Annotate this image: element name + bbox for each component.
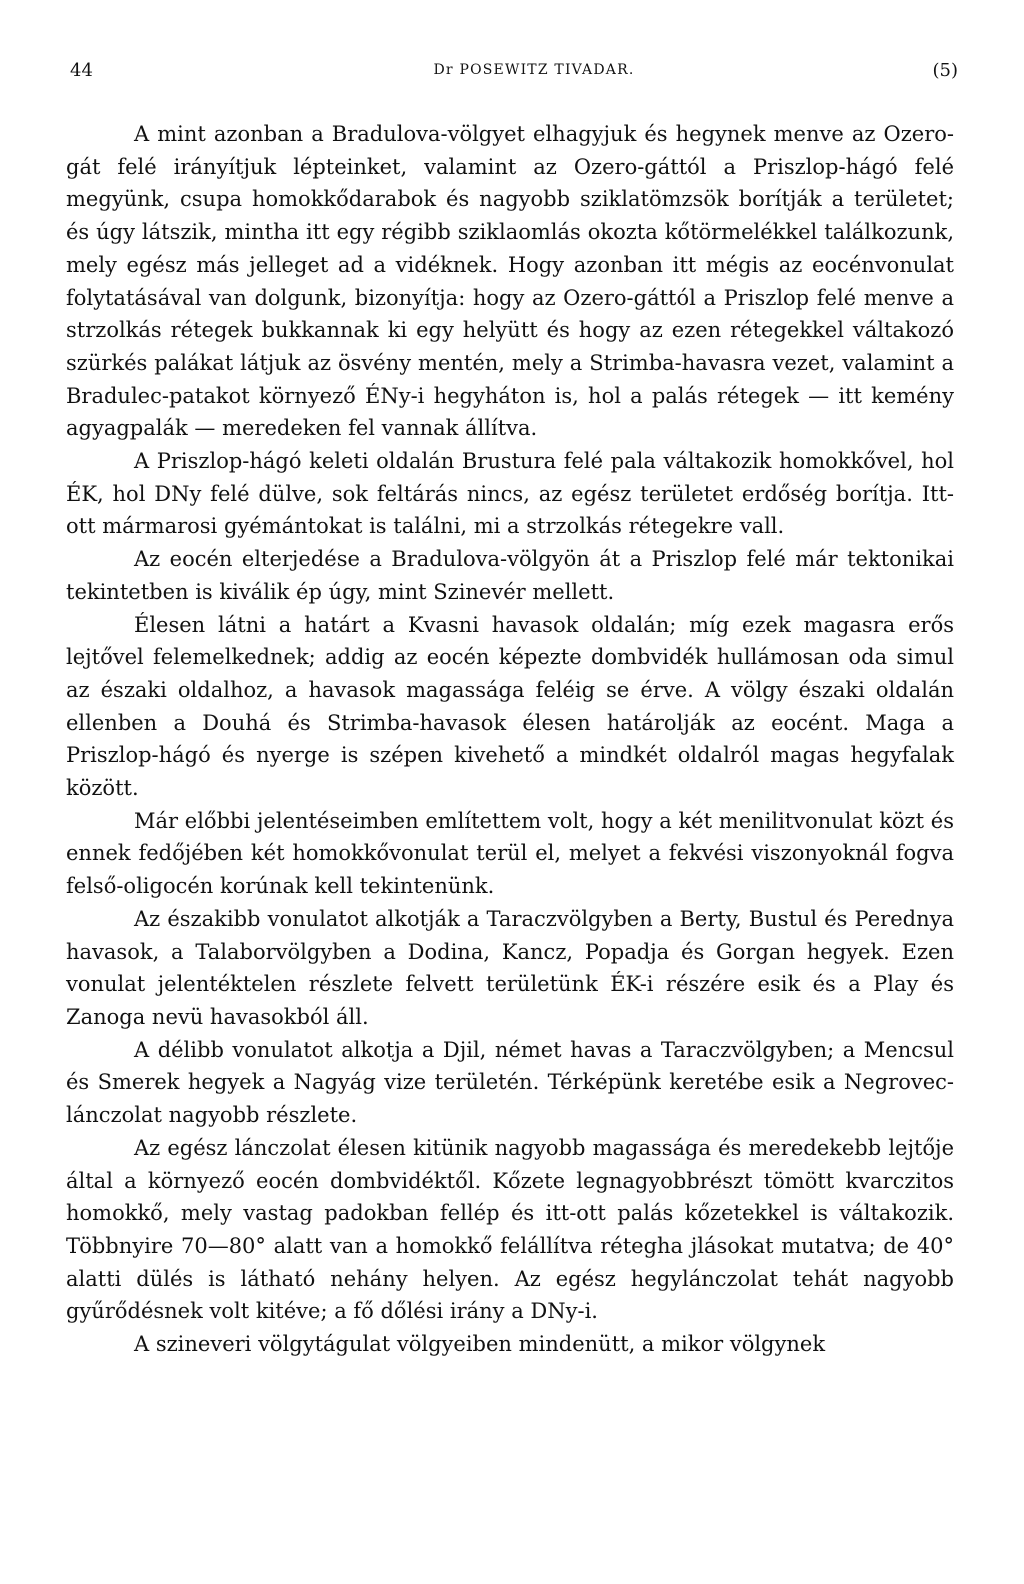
paragraph: Élesen látni a határt a Kvasni havasok oldalán; míg ezek magasra erős lejtővel felemelkednek; addig az eocén képezte dombvidék hullámosan oda simul az északi oldalhoz, a havasok magassága feléig se érve. A völgy északi oldalán ellenben a Douhá és Strimba-havasok élesen határolják az eocént. Maga a Priszlop-hágó és nyerge is szépen kivehető a mindkét oldalról magas hegyfalak között. (66, 612, 954, 801)
paragraph: A mint azonban a Bradulova-völgyet elhagyjuk és hegynek menve az Ozero-gát felé irányítjuk lépteinket, valamint az Ozero-gáttól a Priszlop-hágó felé megyünk, csupa homokkődarabok és nagyobb sziklatömzsök borítják a területet; és úgy látszik, mintha itt egy régibb sziklaomlás okozta kőtörmelékkel találkozunk, mely egész más jelleget ad a vidéknek. Hogy azonban itt mégis az eocénvonulat folytatásával van dolgunk, bizonyítja: hogy az Ozero-gáttól a Priszlop felé menve a strzolkás rétegek bukkannak ki egy helyütt és hogy az ezen rétegekkel váltakozó szürkés palákat látjuk az ösvény mentén, mely a Strimba-havasra vezet, valamint a Bradulec-patakot környező ÉNy-i hegyháton is, hol a palás rétegek — itt kemény agyagpalák — meredeken fel vannak állítva. (66, 122, 954, 441)
author-name: Dr POSEWITZ TIVADAR. (433, 62, 635, 78)
paragraph: A szineveri völgytágulat völgyeiben mindenütt, a mikor völgynek (134, 1332, 826, 1357)
paragraph: Az eocén elterjedése a Bradulova-völgyön át a Priszlop felé már tektonikai tekintetben is kiválik ép úgy, mint Szinevér mellett. (66, 547, 954, 604)
body-text (66, 118, 954, 1361)
paragraph: A délibb vonulatot alkotja a Djil, német havas a Taraczvölgyben; a Mencsul és Smerek hegyek a Nagyág vize területén. Térképünk keretébe esik a Negrovec-lánczolat nagyobb részlete. (66, 1037, 954, 1128)
paragraph: A Priszlop-hágó keleti oldalán Brustura felé pala váltakozik homokkővel, hol ÉK, hol DNy felé dülve, sok feltárás nincs, az egész területet erdőség borítja. Itt-ott mármarosi gyémántokat is találni, mi a strzolkás rétegekre vall. (66, 449, 954, 539)
paragraph: Az egész lánczolat élesen kitünik nagyobb magassága és meredekebb lejtője által a környező eocén dombvidéktől. Kőzete legnagyobbrészt tömött kvarczitos homokkő, mely vastag padokban fellép és itt-ott palás kőzetekkel is váltakozik. Többnyire 70—80° alatt van a homokkő felállítva rétegha jlásokat mutatva; de 40° alatti dülés is látható nehány helyen. Az egész hegylánczolat tehát nagyobb gyűrődésnek volt kitéve; a fő dőlési irány a DNy-i. (66, 1135, 954, 1324)
page-number: 44 (70, 60, 93, 81)
running-head (70, 60, 958, 90)
paragraph: Az északibb vonulatot alkotják a Taraczvölgyben a Berty, Bustul és Perednya havasok, a Talaborvölgyben a Dodina, Kancz, Popadja és Gorgan hegyek. Ezen vonulat jelentéktelen részlete felvett területünk ÉK-i részére esik és a Play és Zanoga nevü havasokból áll. (66, 906, 954, 1029)
issue-number: (5) (932, 60, 958, 81)
paragraph: Már előbbi jelentéseimben említettem volt, hogy a két menilitvonulat közt és ennek fedőjében két homokkővonulat terül el, melyet a fekvési viszonyoknál fogva felső-oligocén korúnak kell tekintenünk. (66, 808, 954, 899)
